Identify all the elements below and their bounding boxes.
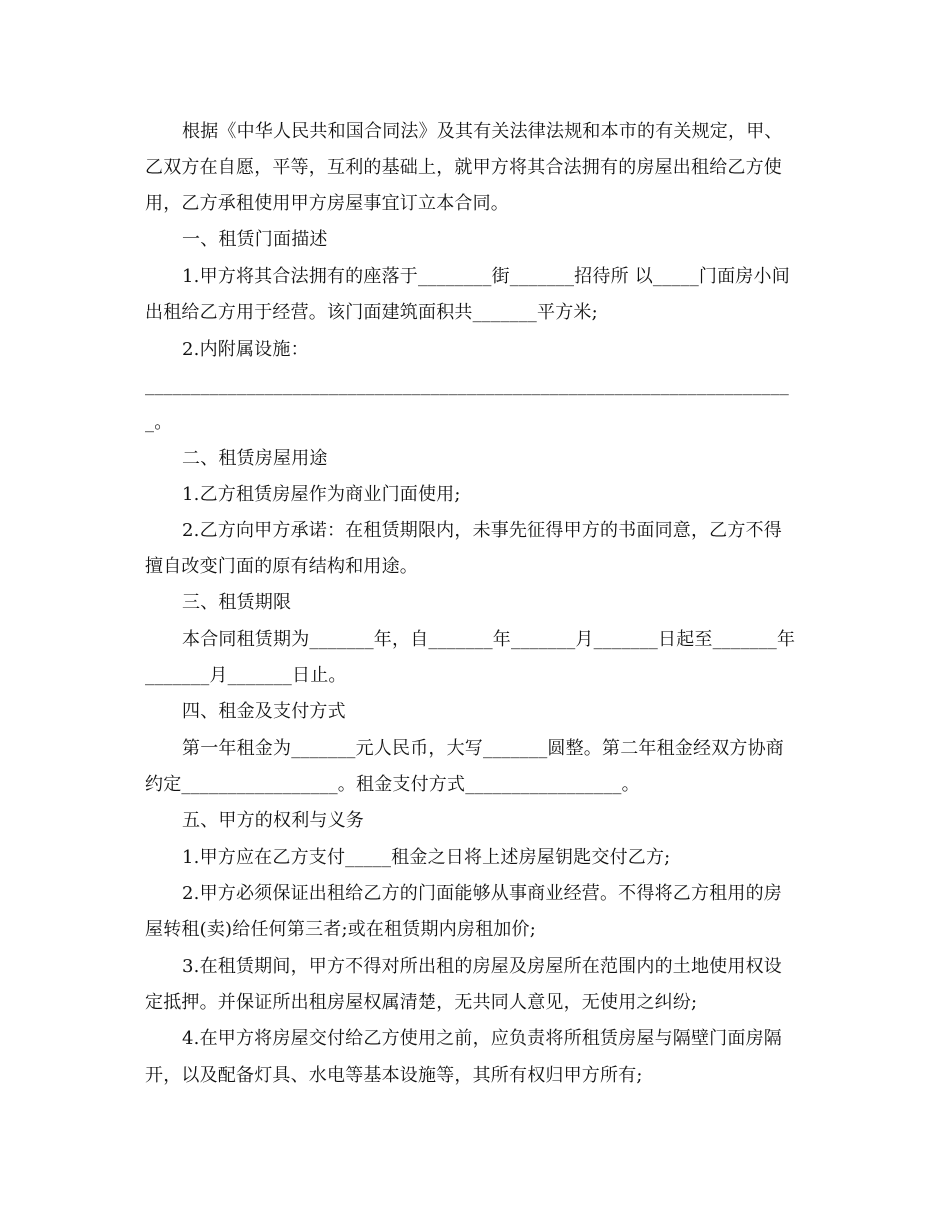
paragraph-line: 第一年租金为_______元人民币，大写_______圆整。第二年租金经双方协商 [182, 738, 784, 759]
paragraph-line: 1.乙方租赁房屋作为商业门面使用; [182, 484, 461, 505]
paragraph-line: 1.甲方应在乙方支付_____租金之日将上述房屋钥匙交付乙方; [182, 847, 671, 868]
blank-fill-line: ______________________________________________________________________ [145, 375, 789, 396]
paragraph-line: 4.在甲方将房屋交付给乙方使用之前，应负责将所租赁房屋与隔壁门面房隔 [182, 1028, 782, 1049]
paragraph-line: 约定_________________。租金支付方式_________________。 [145, 774, 640, 795]
paragraph-line: 乙双方在自愿，平等，互利的基础上，就甲方将其合法拥有的房屋出租给乙方使 [145, 157, 782, 178]
paragraph-line: 定抵押。并保证所出租房屋权属清楚，无共同人意见，无使用之纠纷; [145, 992, 698, 1013]
paragraph-line: 本合同租赁期为_______年，自_______年_______月_______日起至_______年 [182, 629, 796, 650]
paragraph-line: 2.乙方向甲方承诺：在租赁期限内，未事先征得甲方的书面同意，乙方不得 [182, 520, 782, 541]
paragraph-line: 开，以及配备灯具、水电等基本设施等，其所有权归甲方所有; [145, 1065, 643, 1086]
section-heading: 五、甲方的权利与义务 [182, 810, 364, 831]
section-heading: 二、租赁房屋用途 [182, 448, 328, 469]
paragraph-line: 3.在租赁期间，甲方不得对所出租的房屋及房屋所在范围内的土地使用权设 [182, 956, 782, 977]
section-heading: 四、租金及支付方式 [182, 701, 346, 722]
paragraph-line: _______月_______日止。 [145, 665, 347, 686]
paragraph-line: 用，乙方承租使用甲方房屋事宜订立本合同。 [145, 193, 509, 214]
paragraph-line: 2.内附属设施： [182, 339, 309, 360]
paragraph-line: _。 [145, 412, 173, 433]
paragraph-line: 1.甲方将其合法拥有的座落于________街_______招待所 以_____门面房小间 [182, 266, 790, 287]
section-heading: 一、租赁门面描述 [182, 229, 328, 250]
section-heading: 三、租赁期限 [182, 592, 292, 613]
paragraph-line: 根据《中华人民共和国合同法》及其有关法律法规和本市的有关规定，甲、 [182, 121, 783, 142]
paragraph-line: 屋转租(卖)给任何第三者;或在租赁期内房租加价; [145, 919, 536, 940]
paragraph-line: 擅自改变门面的原有结构和用途。 [145, 556, 418, 577]
paragraph-line: 出租给乙方用于经营。该门面建筑面积共_______平方米; [145, 302, 598, 323]
paragraph-line: 2.甲方必须保证出租给乙方的门面能够从事商业经营。不得将乙方租用的房 [182, 883, 782, 904]
